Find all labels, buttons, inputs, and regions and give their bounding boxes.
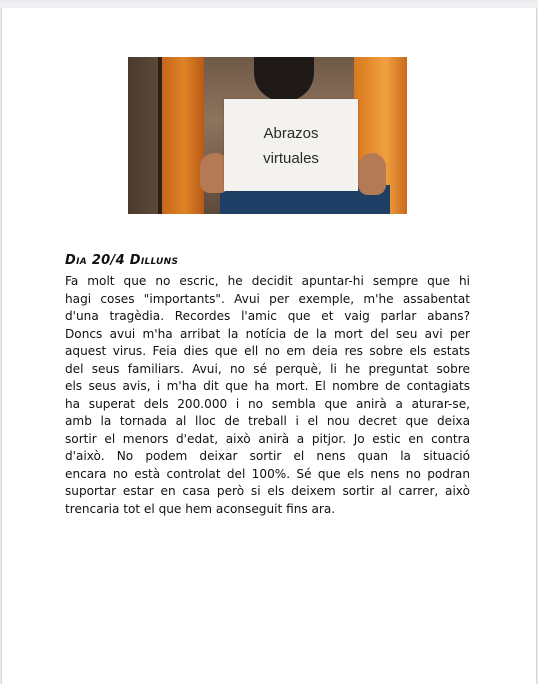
entry-body — [65, 273, 470, 518]
entry-line: d'una tragèdia. Recordes l'amic que et vaig parlar abans? — [65, 309, 470, 323]
entry-line: ha superat dels 200.000 i no sembla que anirà a aturar-se, — [65, 396, 470, 411]
entry-line: aquest virus. Feia dies que ell no em deia res sobre els estats — [65, 344, 470, 358]
entry-line: sortir el menors d'edat, això anirà a pitjor. Jo estic en contra — [65, 431, 470, 446]
photo-right-hand — [358, 153, 386, 195]
entry-line: del seus familiars. Avui, no sé perquè, li he preguntat sobre — [65, 361, 470, 376]
entry-line: Fa molt que no escric, he decidit apuntar-hi sempre que hi — [65, 274, 470, 288]
photo-sign — [224, 99, 358, 191]
photo-sign-text — [224, 121, 358, 171]
sign-line-2: virtuales — [263, 150, 319, 167]
photo-wall-left — [128, 57, 158, 214]
entry-line: amb la tornada al lloc de treball i el nou decret que deixa — [65, 414, 470, 428]
entry-line: suportar estar en casa però si els deixem sortir al carrer, això — [65, 484, 470, 498]
entry-line: trencaria tot el que hem aconseguit fins ara. — [65, 501, 336, 516]
entry-line: els seus avis, i m'ha dit que ha mort. El nombre de contagiats — [65, 379, 470, 393]
photo-abrazos-virtuales — [128, 57, 407, 214]
entry-line: encara no està controlat del 100%. Sé que els nens no podran — [65, 466, 470, 481]
photo-door-frame — [158, 57, 162, 214]
entry-line: Doncs avui m'ha arribat la notícia de la mort del seu avi per — [65, 326, 470, 341]
sign-line-1: Abrazos — [263, 125, 319, 142]
entry-line: hagi coses "importants". Avui per exemple, m'he assabentat — [65, 291, 470, 306]
entry-line: d'això. No podem deixar sortir el nens quan la situació — [65, 449, 470, 463]
photo-orange-door — [160, 57, 204, 214]
viewer-top-bar — [0, 0, 538, 8]
entry-heading: Dia 20/4 Dilluns — [65, 253, 179, 268]
